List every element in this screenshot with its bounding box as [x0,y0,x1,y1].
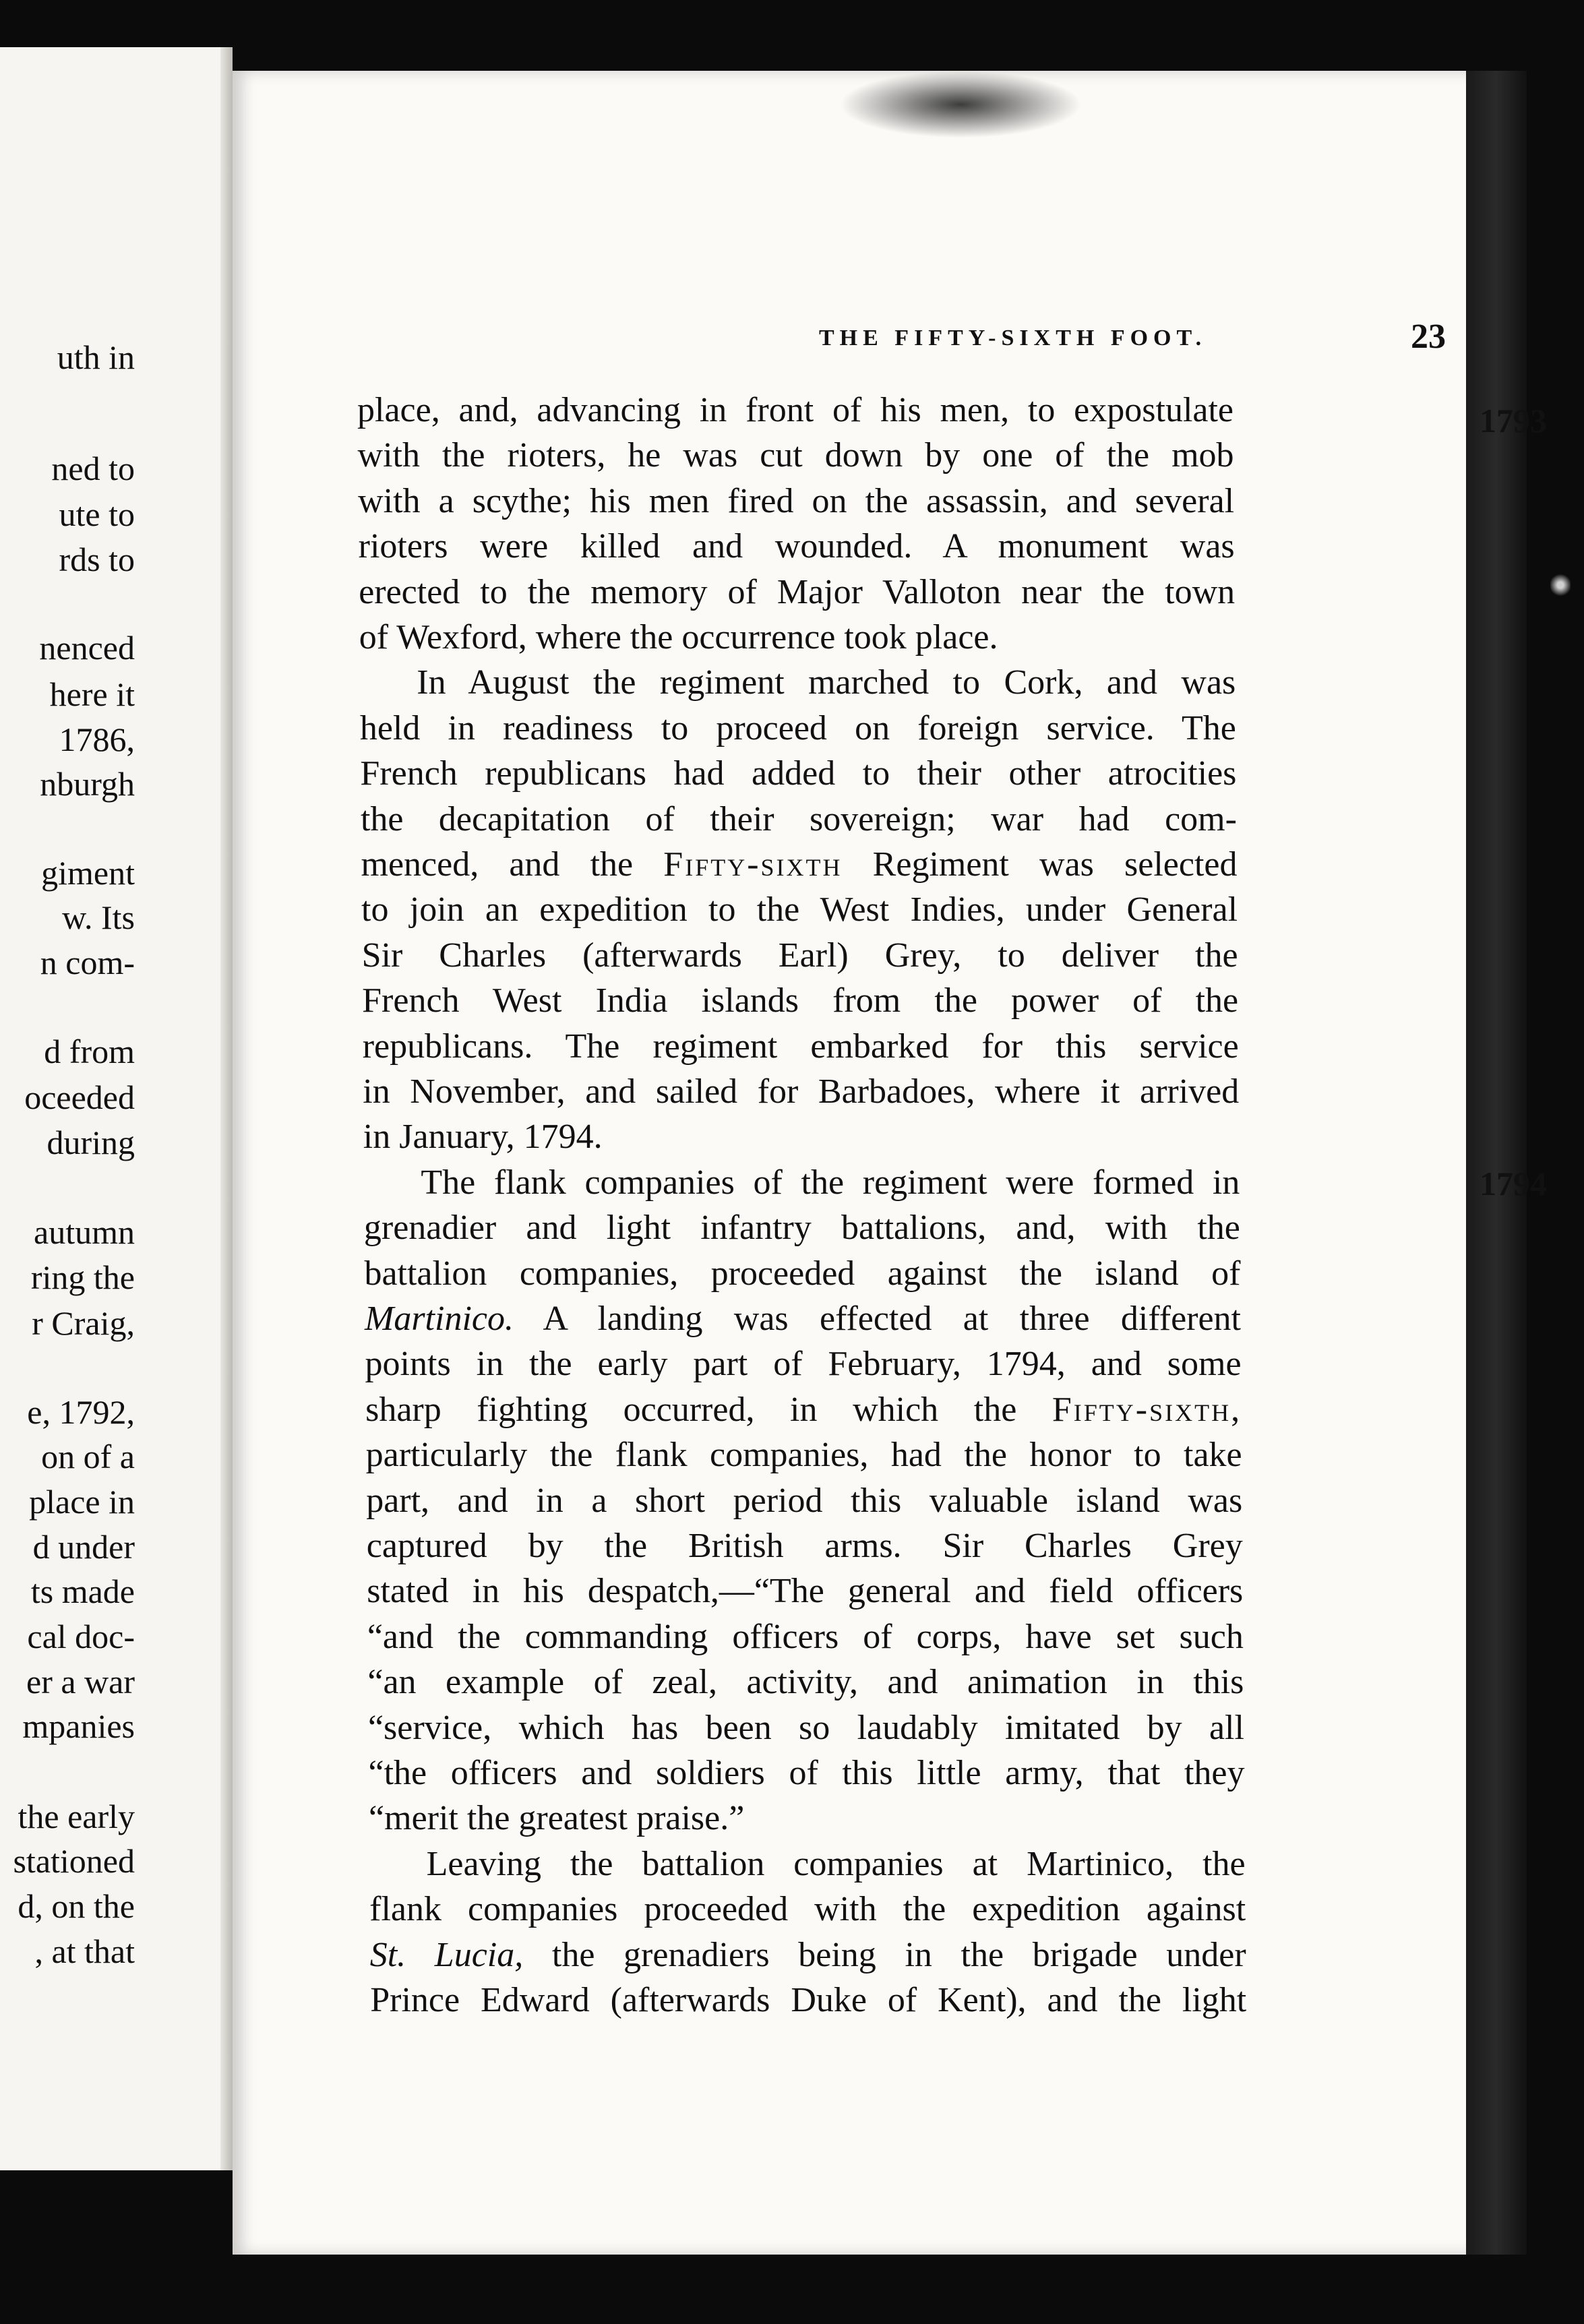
text-segment: In August the regiment marched to Cork, and was [417,663,1236,702]
left-page-line: r Craig, [32,1304,135,1342]
text-segment: of Wexford, where the occurrence took place. [359,618,998,656]
text-segment: “an example of zeal, activity, and animation in this [367,1663,1244,1702]
left-page-line: mpanies [22,1707,135,1745]
text-line [361,892,1238,927]
text-segment: captured by the British arms. Sir Charles Grey [366,1527,1243,1565]
text-segment: Martinico. [365,1299,514,1338]
text-line [364,1256,1240,1291]
text-segment: in November, and sailed for Barbadoes, where it arrived [363,1072,1240,1111]
left-page-line: n com- [40,944,135,981]
text-line [367,1617,1244,1656]
text-segment: republicans. The regiment embarked for this service [362,1027,1239,1066]
text-line [369,1892,1246,1927]
page-number: 23 [1411,317,1446,356]
text-line [358,438,1234,473]
text-segment: place, and, advancing in front of his men, to expostulate [357,391,1233,429]
text-segment: battalion companies, proceeded against the island of [364,1254,1241,1293]
text-line [359,572,1236,611]
book-page [233,71,1547,2255]
text-line [421,1165,1240,1200]
text-line [366,1481,1243,1520]
text-segment: grenadier and light infantry battalions, and, with the [363,1209,1240,1248]
text-line [361,847,1238,882]
text-segment: held in readiness to proceed on foreign service. The [359,708,1236,747]
text-segment: Fifty-sixth [663,845,843,884]
left-facing-page [0,47,233,2170]
text-segment: Leaving the battalion companies at Martinico, the [426,1844,1246,1883]
text-segment: The flank companies of the regiment were formed in [421,1163,1240,1202]
edge-mark [1550,573,1571,597]
text-line [367,1529,1243,1564]
text-segment: “the officers and soldiers of this little army, that they [368,1754,1245,1792]
text-segment: Prince Edward (afterwards Duke of Kent), and the light [370,1981,1247,2019]
text-segment: part, and in a short period this valuable island was [366,1481,1243,1520]
text-line [364,1211,1240,1246]
text-segment: stated in his despatch,—“The general and field officers [367,1572,1244,1611]
left-page-line: stationed [13,1842,135,1880]
text-segment: the grenadiers being in the brigade under [523,1935,1246,1974]
left-page-line: cal doc- [27,1618,135,1655]
text-line [362,938,1238,973]
left-page-line: e, 1792, [27,1393,135,1431]
text-line [360,799,1237,838]
text-line [369,1935,1246,1974]
text-line [370,1983,1246,2018]
text-line [367,1708,1244,1747]
text-segment: “and the commanding officers of corps, have set such [367,1617,1244,1656]
text-line [367,1665,1244,1700]
left-page-line: w. Its [62,898,135,936]
text-segment: particularly the flank companies, had the honor to take [365,1436,1242,1475]
left-page-line: er a war [26,1663,135,1701]
text-line [363,1074,1239,1109]
text-segment: flank companies proceeded with the expedition against [369,1890,1246,1929]
left-page-line: autumn [34,1213,135,1251]
text-segment: French West India islands from the power of the [362,981,1239,1020]
left-page-line: 1786, [59,721,135,758]
text-line [359,529,1235,564]
text-segment: with the rioters, he was cut down by one of the mob [357,436,1234,475]
text-segment: points in the early part of February, 1794, and some [365,1345,1242,1384]
left-page-line: d under [32,1528,135,1566]
left-page-line: , at that [34,1932,135,1970]
text-line [358,481,1235,520]
left-page-line: ned to [51,450,135,487]
margin-year-1793: 1793 [1480,402,1547,439]
text-line [359,620,1236,655]
text-segment: with a scythe; his men fired on the assassin, and several [358,481,1235,520]
text-segment: the decapitation of their sovereign; war had com- [360,799,1237,838]
left-page-line: ute to [59,495,135,533]
text-segment: Fifty-sixth, [1052,1390,1242,1429]
text-line [365,1390,1242,1429]
left-page-line: d, on the [18,1887,135,1925]
text-line [362,983,1238,1018]
text-segment: “service, which has been so laudably imitated by all [367,1708,1244,1747]
running-head: THE FIFTY-SIXTH FOOT. [819,326,1207,350]
ink-blotch [839,71,1082,138]
left-page-line: d from [44,1033,135,1070]
text-line [359,708,1236,747]
text-line [363,1120,1240,1155]
text-line [357,393,1233,428]
left-page-line: during [47,1124,135,1161]
text-segment: to join an expedition to the West Indies, under General [361,890,1238,929]
left-page-line: rds to [59,541,135,578]
text-segment: menced, and the [361,845,664,884]
text-line [360,756,1236,791]
left-page-line: oceeded [24,1078,135,1116]
left-page-line: nenced [39,629,135,667]
text-segment: sharp fighting occurred, in which the [365,1390,1052,1429]
text-segment: erected to the memory of Major Valloton near the town [359,572,1236,611]
text-segment: St. Lucia, [369,1935,524,1974]
text-segment: Regiment was selected [842,845,1238,884]
left-page-line: giment [41,854,135,892]
page-edge-shadow [1466,71,1527,2255]
left-page-line: on of a [41,1438,135,1475]
text-line [369,1756,1245,1791]
text-line [426,1844,1246,1883]
left-page-line: here it [49,675,135,713]
text-line [365,1299,1241,1338]
text-segment: French republicans had added to their other atrocities [360,754,1237,793]
text-line [417,665,1236,700]
text-segment: Sir Charles (afterwards Earl) Grey, to deliver the [361,936,1238,975]
left-page-line: nburgh [40,765,135,803]
left-page-line: place in [29,1483,135,1521]
left-page-line: uth in [57,338,135,376]
text-line [366,1438,1242,1473]
left-page-line: ring the [30,1258,135,1296]
text-segment: in January, 1794. [363,1118,603,1157]
left-page-line: the early [18,1798,135,1835]
text-line [365,1347,1242,1382]
text-line [367,1574,1243,1609]
margin-year-1794: 1794 [1480,1165,1547,1202]
left-page-line: ts made [30,1572,135,1610]
text-segment: “merit the greatest praise.” [369,1799,745,1838]
text-line [369,1801,1245,1836]
text-segment: rioters were killed and wounded. A monument was [358,527,1235,566]
text-segment: A landing was effected at three different [513,1299,1241,1338]
text-line [363,1029,1239,1064]
